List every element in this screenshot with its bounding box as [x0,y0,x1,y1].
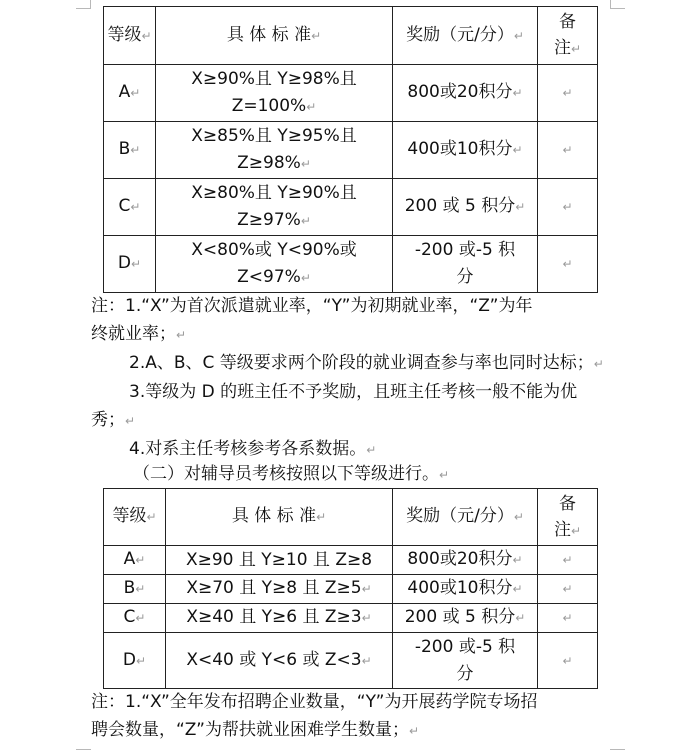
table-row [104,604,598,633]
note-line: 秀；↵ [91,410,136,430]
table-row [104,122,598,179]
grade-table-counselor [103,488,598,689]
crop-mark-bottom-left [76,749,91,750]
crop-mark-right-h [610,8,625,9]
note-line: 2.A、B、C 等级要求两个阶段的就业调查参与率也同时达标；↵ [129,353,604,373]
standard-cell: X≥90%且 Y≥98%且 Z=100%↵ [156,65,393,122]
note-line: 注：1.“X”为首次派遣就业率，“Y”为初期就业率，“Z”为年 [91,296,533,316]
standard-cell: X<40 或 Y<6 或 Z<3↵ [166,633,393,689]
notes-block-2 [91,688,611,745]
reward-cell: 200 或 5 积分↵ [393,604,538,633]
table-row [104,236,598,293]
standard-cell: X<80%或 Y<90%或 Z<97%↵ [156,236,393,293]
table-row [104,546,598,575]
note-line: 注：1.“X”全年发布招聘企业数量，“Y”为开展药学院专场招 [91,692,538,712]
note-line: 聘会数量，“Z”为帮扶就业困难学生数量；↵ [91,720,420,740]
grade-table-head-teacher [103,6,598,293]
grade-cell: A↵ [104,65,156,122]
table-header-row [104,7,598,65]
reward-cell: 400或10积分↵ [393,122,538,179]
crop-mark-bottom-right [610,749,625,750]
header-standard: 具 体 标 准↵ [156,7,393,65]
header-grade: 等级↵ [104,7,156,65]
note-line: 4.对系主任考核参考各系数据。↵ [129,439,377,459]
header-note: 备注↵ [538,7,598,65]
note-line: 终就业率；↵ [91,324,187,344]
note-cell: ↵ [538,633,598,689]
notes-block-1 [91,292,611,464]
note-cell: ↵ [538,604,598,633]
standard-cell: X≥90 且 Y≥10 且 Z≥8 [166,546,393,575]
reward-cell: 800或20积分↵ [393,65,538,122]
table-row [104,179,598,236]
table-row [104,633,598,689]
header-reward: 奖励（元/分）↵ [393,7,538,65]
reward-cell: -200 或-5 积分 [393,633,538,689]
header-reward: 奖励（元/分）↵ [393,489,538,546]
crop-mark-left-h [76,8,91,9]
grade-cell: D↵ [104,236,156,293]
reward-cell: -200 或-5 积分 [393,236,538,293]
table-header-row [104,489,598,546]
standard-cell: X≥40 且 Y≥6 且 Z≥3↵ [166,604,393,633]
note-cell: ↵ [538,575,598,604]
grade-cell: B↵ [104,575,166,604]
note-line: 3.等级为 D 的班主任不予奖励，且班主任考核一般不能为优 [129,382,578,402]
note-cell: ↵ [538,122,598,179]
table-row [104,65,598,122]
reward-cell: 400或10积分↵ [393,575,538,604]
header-standard: 具 体 标 准↵ [166,489,393,546]
standard-cell: X≥70 且 Y≥8 且 Z≥5↵ [166,575,393,604]
note-cell: ↵ [538,179,598,236]
table-row [104,575,598,604]
section-heading: （二）对辅导员考核按照以下等级进行。↵ [133,464,450,484]
grade-cell: D↵ [104,633,166,689]
grade-cell: C↵ [104,179,156,236]
note-cell: ↵ [538,546,598,575]
crop-mark-left-v [90,0,91,8]
header-note: 备注↵ [538,489,598,546]
grade-cell: A↵ [104,546,166,575]
standard-cell: X≥85%且 Y≥95%且 Z≥98%↵ [156,122,393,179]
note-cell: ↵ [538,236,598,293]
grade-cell: B↵ [104,122,156,179]
header-grade: 等级↵ [104,489,166,546]
standard-cell: X≥80%且 Y≥90%且 Z≥97%↵ [156,179,393,236]
reward-cell: 800或20积分↵ [393,546,538,575]
crop-mark-right-v [610,0,611,8]
note-cell: ↵ [538,65,598,122]
grade-cell: C↵ [104,604,166,633]
reward-cell: 200 或 5 积分↵ [393,179,538,236]
